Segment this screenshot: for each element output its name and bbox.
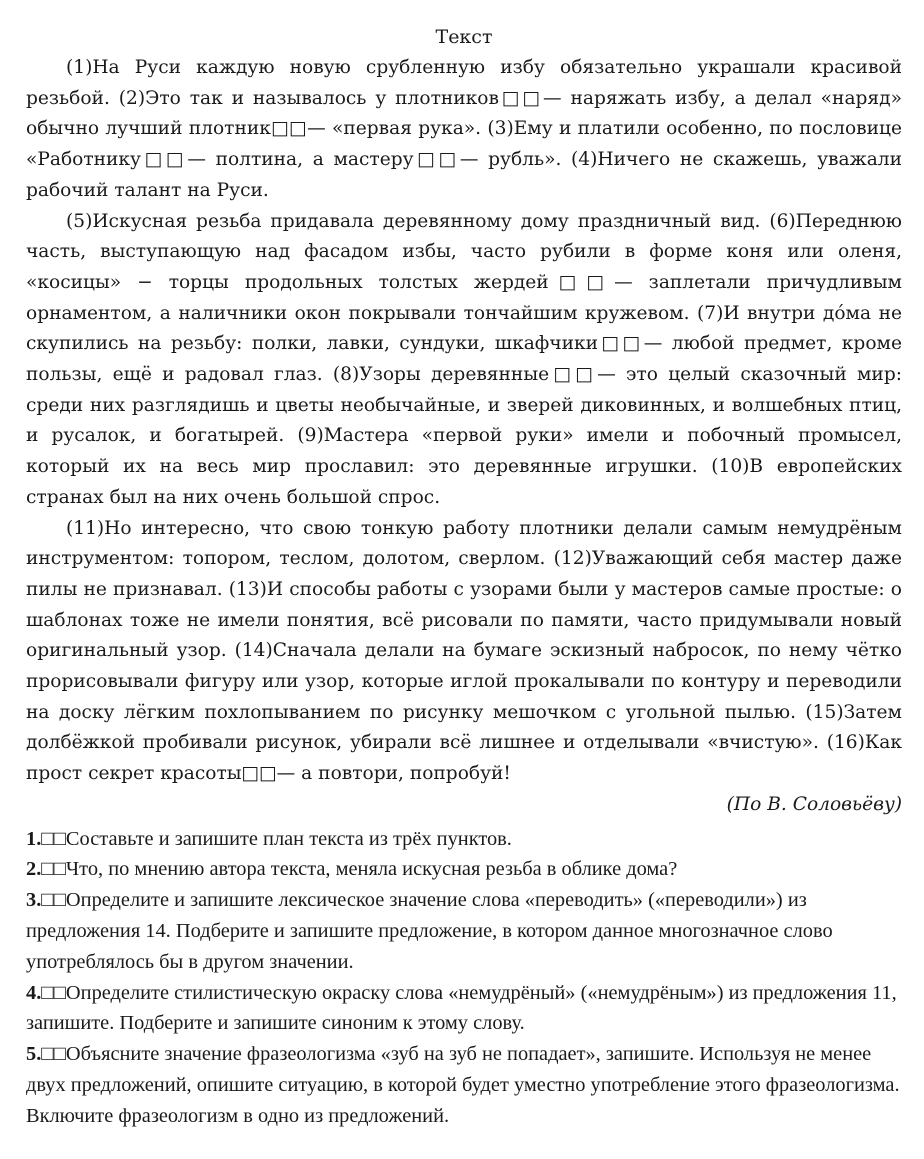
paragraph-3: (11)Но интересно, что свою тонкую работу плотники делали самым немудрёным инструментом: топором, теслом, долотом, сверлом. (12)Уважающий себя мастер даже пилы не признавал. (13)И способы работы с узорами были у мастеров самые простые: о шаблонах тоже не имели понятия, всё рисовали по памяти, часто придумывали новый оригинальный узор. (14)Сначала делали на бумаге эскизный набросок, по нему чётко прорисовывали фигуру или узор, которые иглой прокалывали по контуру и переводили на доску лёгким похлопыванием по рисунку мешочком с угольной пылью. (15)Затем долбёжкой пробивали рисунок, убирали всё лишнее и отделывали «вчистую». (16)Как прост секрет красоты□□— а повтори, попробуй!: [26, 517, 902, 785]
task-5: [26, 1039, 902, 1131]
task-4: [26, 978, 902, 1040]
task-text: □□Определите стилистическую окраску слова «немудрёный» («немудрёным») из предложения 11, запишите. Подберите и запишите синоним к этому слову.: [26, 981, 897, 1035]
task-number: 3.: [26, 889, 42, 912]
task-text: □□Объясните значение фразеологизма «зуб на зуб не попадает», запишите. Используя не менее двух предложений, опишите ситуацию, в которой будет уместно употребление этого фразеологизма. Включите фразеологизм в одно из предложений.: [26, 1043, 900, 1127]
task-text: □□Определите и запишите лексическое значение слова «переводить» («переводили») из предложения 14. Подберите и запишите предложение, в котором данное многозначное слово употреблялось бы в другом значении.: [26, 889, 833, 973]
task-list: [26, 824, 902, 1132]
paragraph-2: (5)Искусная резьба придавала деревянному дому праздничный вид. (6)Переднюю часть, выступающую над фасадом избы, часто рубили в форме коня или оленя, «косицы» − торцы продольных толстых жердей□□— заплетали причудливым орнаментом, а наличники окон покрывали тончайшим кружевом. (7)И внутри до́ма не скупились на резьбу: полки, лавки, сундуки, шкафчики□□— любой предмет, кроме пользы, ещё и радовал глаз. (8)Узоры деревянные□□— это целый сказочный мир: среди них разглядишь и цветы необычайные, и зверей диковинных, и волшебных птиц, и русалок, и богатырей. (9)Мастера «первой руки» имели и побочный промысел, который их на весь мир прославил: это деревянные игрушки. (10)В европейских странах был на них очень большой спрос.: [26, 210, 902, 508]
task-number: 1.: [26, 827, 42, 850]
source-attribution: (По В. Соловьёву): [726, 793, 902, 815]
text-title: Текст: [435, 26, 493, 48]
task-3: [26, 885, 902, 977]
task-number: 4.: [26, 981, 42, 1004]
text-body: [26, 53, 902, 790]
task-number: 5.: [26, 1043, 42, 1066]
task-1: [26, 824, 902, 855]
task-number: 2.: [26, 858, 42, 881]
task-text: □□Что, по мнению автора текста, меняла искусная резьба в облике дома?: [41, 858, 678, 881]
task-2: [26, 854, 902, 885]
task-text: □□Составьте и запишите план текста из трёх пунктов.: [41, 827, 512, 850]
paragraph-1: (1)На Руси каждую новую срубленную избу обязательно украшали красивой резьбой. (2)Это так и называлось у плотников□□— наряжать избу, а делал «наряд» обычно лучший плотник□□— «первая рука». (3)Ему и платили особенно, по пословице «Работнику□□— полтина, а мастеру□□— рубль». (4)Ничего не скажешь, уважали рабочий талант на Руси.: [26, 57, 902, 201]
